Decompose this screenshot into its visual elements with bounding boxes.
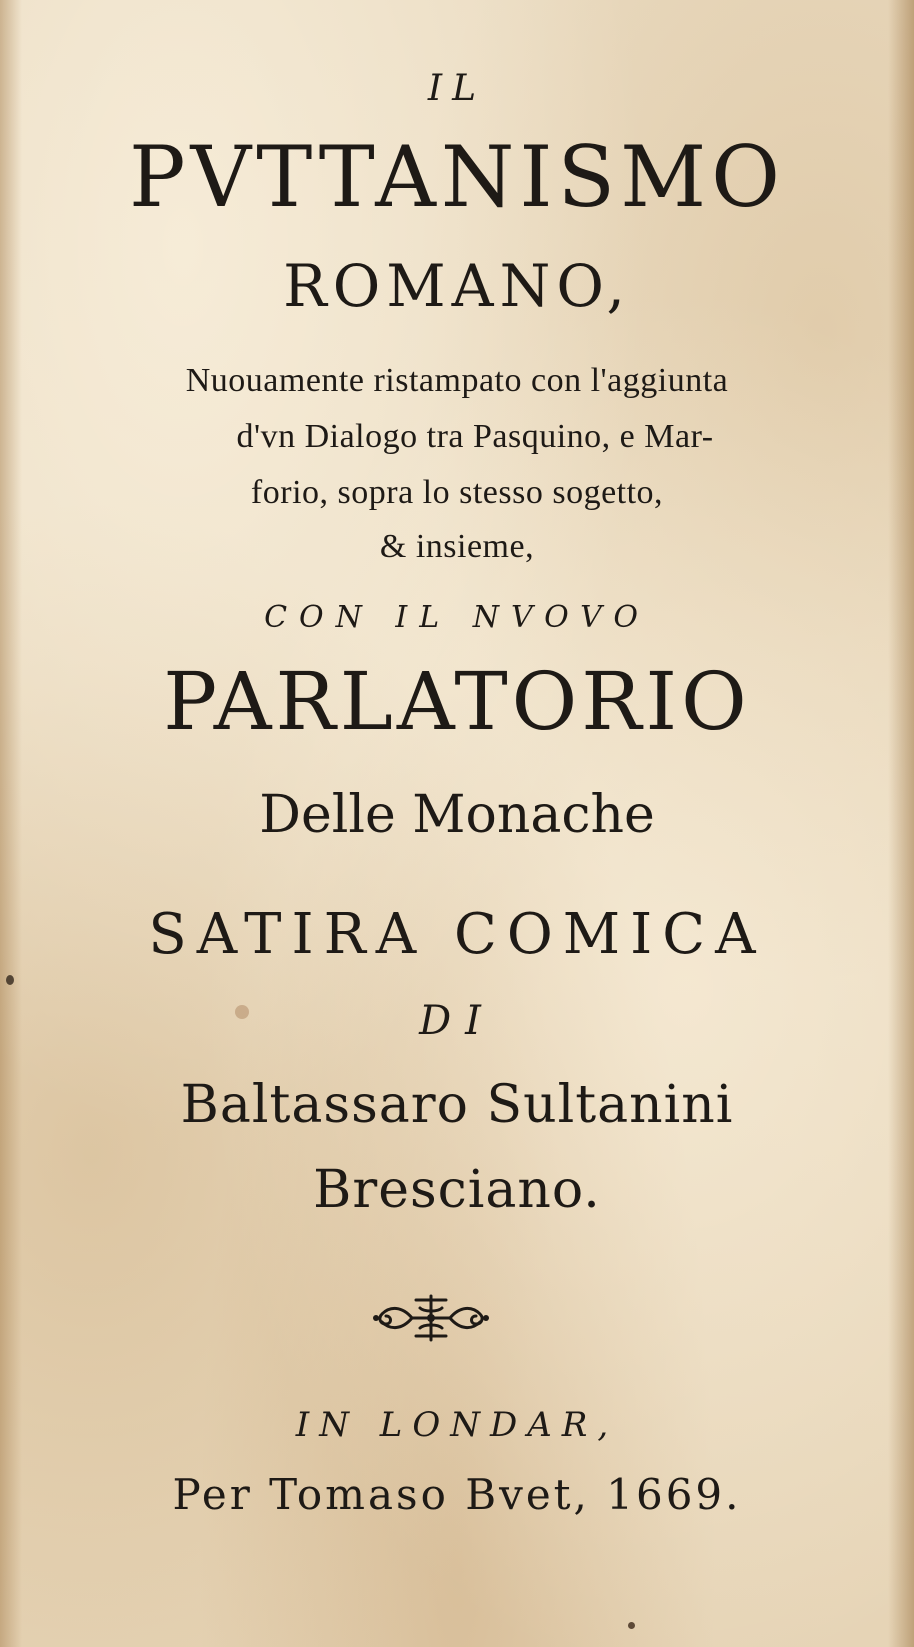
main-title-line-1: PVTTANISMO bbox=[129, 128, 785, 226]
ink-speck bbox=[6, 975, 14, 985]
by-line-di: DI bbox=[419, 998, 495, 1044]
imprint-printer-date: Per Tomaso Bvet, 1669. bbox=[172, 1470, 742, 1519]
delle-monache-subtitle: Delle Monache bbox=[259, 785, 655, 845]
imprint-place: IN LONDAR, bbox=[295, 1405, 619, 1445]
subtitle-line-4: & insieme, bbox=[379, 528, 535, 565]
printers-fleuron-ornament-icon bbox=[372, 1290, 490, 1346]
subtitle-line-2: d'vn Dialogo tra Pasquino, e Mar- bbox=[236, 418, 714, 455]
main-title-line-2: ROMANO, bbox=[283, 252, 631, 320]
satira-comica-heading: SATIRA COMICA bbox=[148, 902, 766, 967]
title-article: IL bbox=[427, 68, 487, 109]
subtitle-line-1: Nuouamente ristampato con l'aggiunta bbox=[185, 362, 729, 399]
parlatorio-title: PARLATORIO bbox=[163, 655, 751, 748]
author-origin: Bresciano. bbox=[313, 1160, 601, 1220]
author-name: Baltassaro Sultanini bbox=[180, 1075, 734, 1135]
con-il-nvovo-heading: CON IL NVOVO bbox=[264, 600, 650, 635]
ink-speck bbox=[628, 1622, 635, 1629]
subtitle-line-3: forio, sopra lo stesso sogetto, bbox=[250, 474, 664, 511]
